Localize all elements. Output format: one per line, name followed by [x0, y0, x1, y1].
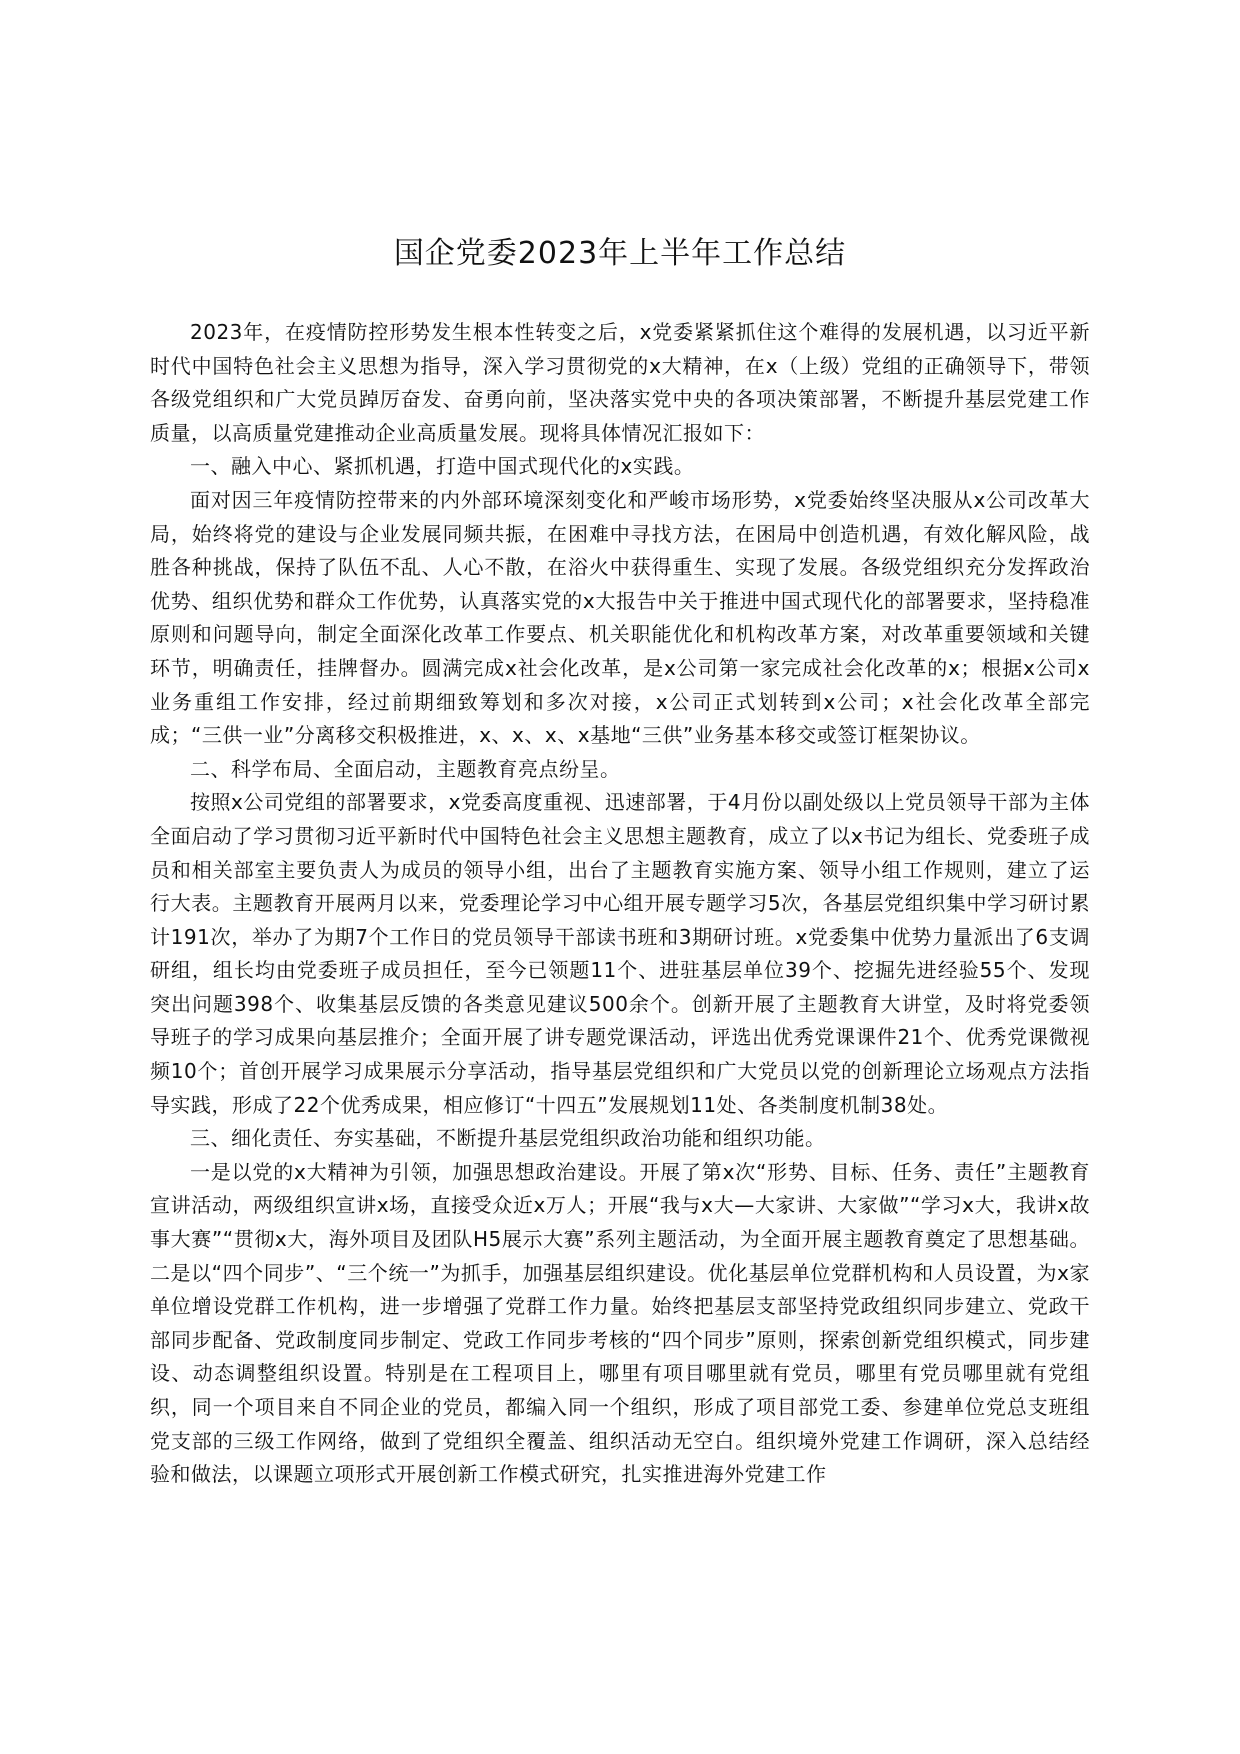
document-body — [150, 316, 1090, 1492]
section-3-paragraph: 一是以党的x大精神为引领，加强思想政治建设。开展了第x次“形势、目标、任务、责任”主题教育宣讲活动，两级组织宣讲x场，直接受众近x万人；开展“我与x大—大家讲、大家做”“学习x大，我讲x故事大赛”“贯彻x大，海外项目及团队H5展示大赛”系列主题活动，为全面开展主题教育奠定了思想基础。二是以“四个同步”、“三个统一”为抓手，加强基层组织建设。优化基层单位党群机构和人员设置，为x家单位增设党群工作机构，进一步增强了党群工作力量。始终把基层支部坚持党政组织同步建立、党政干部同步配备、党政制度同步制定、党政工作同步考核的“四个同步”原则，探索创新党组织模式，同步建设、动态调整组织设置。特别是在工程项目上，哪里有项目哪里就有党员，哪里有党员哪里就有党组织，同一个项目来自不同企业的党员，都编入同一个组织，形成了项目部党工委、参建单位党总支班组党支部的三级工作网络，做到了党组织全覆盖、组织活动无空白。组织境外党建工作调研，深入总结经验和做法，以课题立项形式开展创新工作模式研究，扎实推进海外党建工作 — [150, 1159, 1090, 1487]
section-heading-3: 三、细化责任、夯实基础，不断提升基层党组织政治功能和组织功能。 — [190, 1126, 826, 1151]
section-heading-1: 一、融入中心、紧抓机遇，打造中国式现代化的x实践。 — [190, 454, 695, 479]
section-2-paragraph: 按照x公司党组的部署要求，x党委高度重视、迅速部署，于4月份以副处级以上党员领导干部为主体全面启动了学习贯彻习近平新时代中国特色社会主义思想主题教育，成立了以x书记为组长、党委班子成员和相关部室主要负责人为成员的领导小组，出台了主题教育实施方案、领导小组工作规则，建立了运行大表。主题教育开展两月以来，党委理论学习中心组开展专题学习5次，各基层党组织集中学习研讨累计191次，举办了为期7个工作日的党员领导干部读书班和3期研讨班。x党委集中优势力量派出了6支调研组，组长均由党委班子成员担任，至今已领题11个、进驻基层单位39个、挖掘先进经验55个、发现突出问题398个、收集基层反馈的各类意见建议500余个。创新开展了主题教育大讲堂，及时将党委领导班子的学习成果向基层推介；全面开展了讲专题党课活动，评选出优秀党课课件21个、优秀党课微视频10个；首创开展学习成果展示分享活动，指导基层党组织和广大党员以党的创新理论立场观点方法指导实践，形成了22个优秀成果，相应修订“十四五”发展规划11处、各类制度机制38处。 — [150, 790, 1090, 1117]
section-heading-2: 二、科学布局、全面启动，主题教育亮点纷呈。 — [190, 756, 621, 781]
intro-paragraph: 2023年，在疫情防控形势发生根本性转变之后，x党委紧紧抓住这个难得的发展机遇，以习近平新时代中国特色社会主义思想为指导，深入学习贯彻党的x大精神，在x（上级）党组的正确领导下，带领各级党组织和广大党员踔厉奋发、奋勇向前，坚决落实党中央的各项决策部署，不断提升基层党建工作质量，以高质量党建推动企业高质量发展。现将具体情况汇报如下： — [150, 320, 1090, 445]
section-1-paragraph: 面对因三年疫情防控带来的内外部环境深刻变化和严峻市场形势，x党委始终坚决服从x公司改革大局，始终将党的建设与企业发展同频共振，在困难中寻找方法，在困局中创造机遇，有效化解风险，战胜各种挑战，保持了队伍不乱、人心不散，在浴火中获得重生、实现了发展。各级党组织充分发挥政治优势、组织优势和群众工作优势，认真落实党的x大报告中关于推进中国式现代化的部署要求，坚持稳准原则和问题导向，制定全面深化改革工作要点、机关职能优化和机构改革方案，对改革重要领域和关键环节，明确责任，挂牌督办。圆满完成x社会化改革，是x公司第一家完成社会化改革的x；根据x公司x业务重组工作安排，经过前期细致筹划和多次对接，x公司正式划转到x公司；x社会化改革全部完成；“三供一业”分离移交积极推进，x、x、x、x基地“三供”业务基本移交或签订框架协议。 — [150, 487, 1090, 748]
document-title: 国企党委2023年上半年工作总结 — [393, 236, 847, 271]
